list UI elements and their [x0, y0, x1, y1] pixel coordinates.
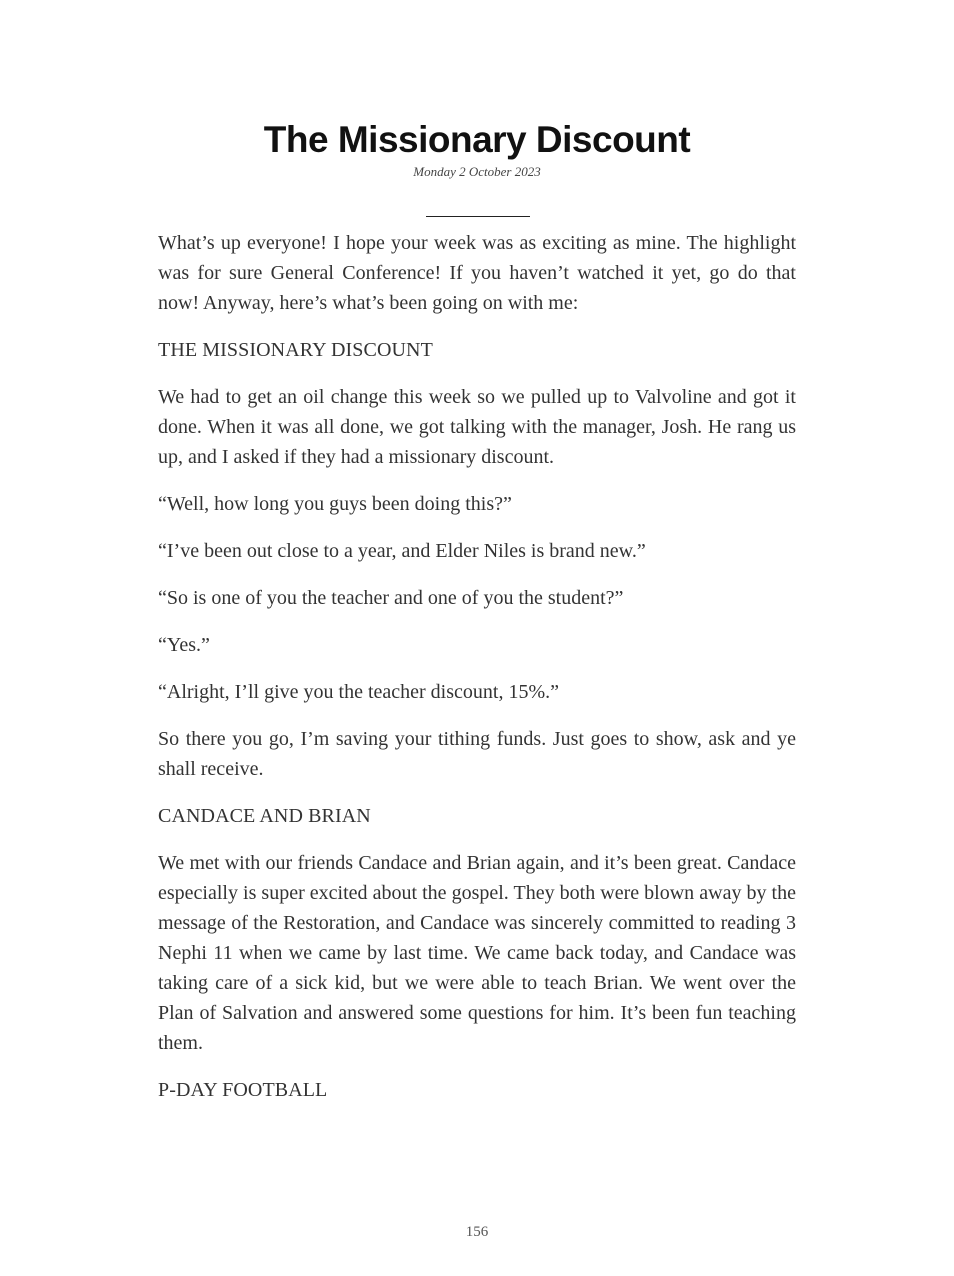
dialogue-line: “I’ve been out close to a year, and Elder Niles is brand new.” — [158, 540, 646, 562]
page-title: The Missionary Discount — [263, 119, 691, 160]
body-paragraph: So there you go, I’m saving your tithing funds. Just goes to show, ask and ye shall receive. — [158, 728, 796, 780]
section-heading-p-day-football: P-DAY FOOTBALL — [158, 1079, 328, 1101]
intro-paragraph: What’s up everyone! I hope your week was as exciting as mine. The highlight was for sure General Conference! If you haven’t watched it yet, go do that now! Anyway, here’s what’s been going on with me: — [158, 232, 796, 314]
body-paragraph: We met with our friends Candace and Brian again, and it’s been great. Candace especially is super excited about the gospel. They both were blown away by the message of the Restoration, and Candace was sincerely committed to reading 3 Nephi 11 when we came by last time. We came back today, and Candace was taking care of a sick kid, but we were able to teach Brian. We went over the Plan of Salvation and answered some questions for him. It’s been fun teaching them. — [158, 852, 796, 1054]
dialogue-line: “So is one of you the teacher and one of you the student?” — [158, 587, 624, 609]
page-number: 156 — [465, 1224, 489, 1240]
title-separator — [426, 216, 530, 217]
section-heading-candace-and-brian: CANDACE AND BRIAN — [158, 805, 371, 827]
body-paragraph: We had to get an oil change this week so we pulled up to Valvoline and got it done. When it was all done, we got talking with the manager, Josh. He rang us up, and I asked if they had a missionary discount. — [158, 386, 796, 468]
dialogue-line: “Alright, I’ll give you the teacher discount, 15%.” — [158, 681, 559, 703]
post-date: Monday 2 October 2023 — [413, 164, 541, 179]
section-heading-missionary-discount: THE MISSIONARY DISCOUNT — [158, 339, 433, 361]
dialogue-line: “Well, how long you guys been doing this?” — [158, 493, 512, 515]
dialogue-line: “Yes.” — [158, 634, 210, 656]
post-body — [158, 228, 796, 1122]
